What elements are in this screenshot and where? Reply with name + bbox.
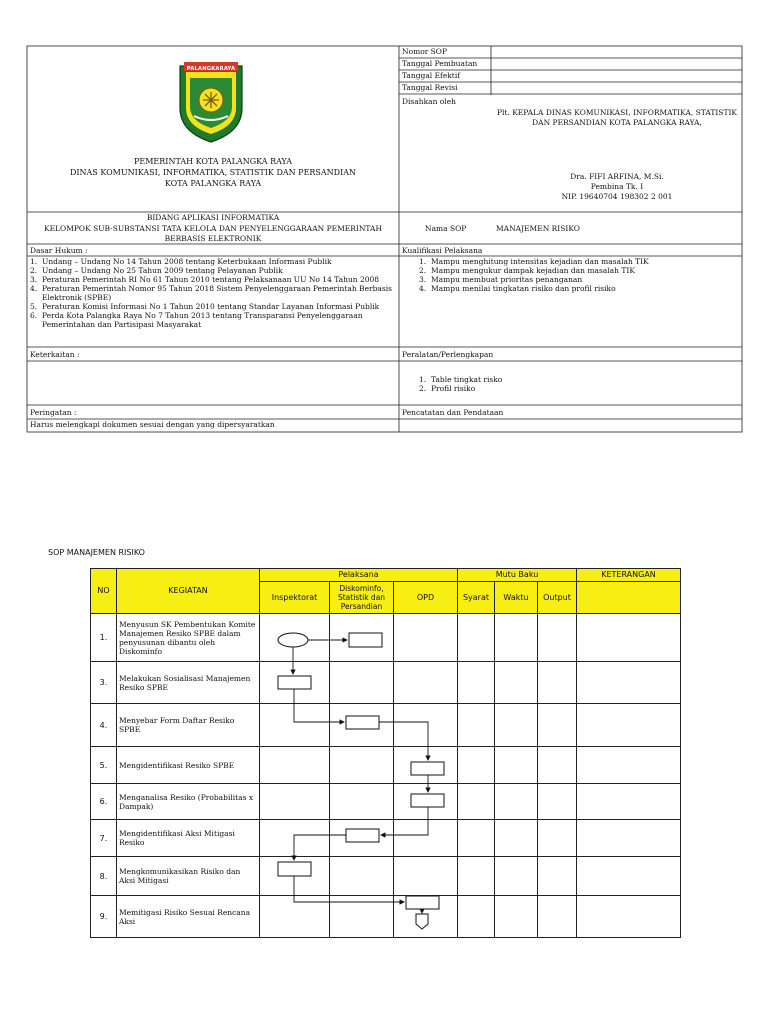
signer-name: Dra. FIFI ARFINA, M.Si. — [570, 172, 664, 181]
list-item: 4. Peraturan Pemerintah Nomor 95 Tahun 2018 Sistem Penyelenggaraan Pemerintah Berbasis Elektronik (SPBE) — [30, 284, 392, 302]
unit-line-1: BIDANG APLIKASI INFORMATIKA — [146, 213, 280, 222]
table-row — [91, 662, 681, 704]
meta-label-efektif: Tanggal Efektif — [402, 71, 461, 80]
unit-line-3: BERBASIS ELEKTRONIK — [164, 234, 262, 243]
signer-rank: Pembina Tk. I — [590, 182, 644, 191]
table-row — [91, 784, 681, 820]
approval-title-1: Plt. KEPALA DINAS KOMUNIKASI, INFORMATIKA, STATISTIK — [496, 108, 738, 117]
list-item: 2. Undang – Undang No 25 Tahun 2009 tentang Pelayanan Publik — [30, 266, 283, 275]
row-kegiatan: Menyusun SK Pembentukan Komite Manajemen Resiko SPBE dalam penyusunan dibantu oleh Diskominfo — [117, 614, 260, 662]
keterkaitan-title: Keterkaitan : — [30, 350, 80, 359]
peringatan-text: Harus melengkapi dokumen sesuai dengan yang dipersyaratkan — [30, 420, 275, 429]
list-item: 3. Mampu membuat prioritas penanganan — [419, 275, 583, 284]
row-no: 7. — [91, 820, 117, 857]
meta-label-pembuatan: Tanggal Pembuatan — [402, 59, 478, 68]
sop-name-label: Nama SOP — [425, 224, 467, 233]
table-row — [91, 857, 681, 896]
row-no: 1. — [91, 614, 117, 662]
row-no: 3. — [91, 662, 117, 704]
org-line-1: PEMERINTAH KOTA PALANGKA RAYA — [134, 157, 292, 166]
list-item: 5. Peraturan Komisi Informasi No 1 Tahun 2010 tentang Standar Layanan Informasi Publik — [30, 302, 380, 311]
row-no: 4. — [91, 704, 117, 747]
peralatan-title: Peralatan/Perlengkapan — [402, 350, 494, 359]
meta-label-revisi: Tanggal Revisi — [402, 83, 458, 92]
signer-nip: NIP. 19640704 198302 2 001 — [561, 192, 673, 201]
flow-section-title: SOP MANAJEMEN RISIKO — [48, 548, 145, 557]
peringatan-title: Peringatan : — [30, 408, 77, 417]
table-row — [91, 614, 681, 662]
unit-line-2: KELOMPOK SUB-SUBSTANSI TATA KELOLA DAN PENYELENGGARAAN PEMERINTAH — [44, 224, 382, 233]
row-no: 9. — [91, 896, 117, 938]
row-no: 6. — [91, 784, 117, 820]
row-kegiatan: Mengkomunikasikan Risiko dan Aksi Mitigasi — [117, 857, 260, 896]
header-keterangan-blank — [577, 582, 681, 614]
row-no: 8. — [91, 857, 117, 896]
approval-label: Disahkan oleh — [402, 97, 456, 106]
pencatatan-title: Pencatatan dan Pendataan — [402, 408, 504, 417]
flow-table — [90, 568, 681, 938]
row-kegiatan: Melakukan Sosialisasi Manajemen Resiko SPBE — [117, 662, 260, 704]
row-kegiatan: Memitigasi Risiko Sesuai Rencana Aksi — [117, 896, 260, 938]
row-kegiatan: Mengidentifikasi Resiko SPBE — [117, 747, 260, 784]
header-inspektorat: Inspektorat — [260, 582, 330, 614]
header-mutu-baku: Mutu Baku — [458, 569, 577, 582]
header-pelaksana: Pelaksana — [260, 569, 458, 582]
header-no: NO — [91, 569, 117, 614]
list-item: 2. Mampu mengukur dampak kejadian dan masalah TIK — [419, 266, 635, 275]
logo-text: PALANGKARAYA — [186, 66, 236, 72]
table-row — [91, 747, 681, 784]
row-kegiatan: Menyebar Form Daftar Resiko SPBE — [117, 704, 260, 747]
list-item: 1. Table tingkat risko — [419, 375, 503, 384]
header-diskominfo: Diskominfo, Statistik dan Persandian — [330, 582, 394, 614]
list-item: 3. Peraturan Pemerintah RI No 61 Tahun 2010 tentang Pelaksanaan UU No 14 Tahun 2008 — [30, 275, 380, 284]
header-kegiatan: KEGIATAN — [117, 569, 260, 614]
sop-name-value: MANAJEMEN RISIKO — [496, 224, 580, 233]
peralatan-list — [419, 375, 719, 393]
list-item: 1. Undang – Undang No 14 Tahun 2008 tentang Keterbukaan Informasi Publik — [30, 257, 332, 266]
header-opd: OPD — [394, 582, 458, 614]
row-kegiatan: Mengidentifikasi Aksi Mitigasi Resiko — [117, 820, 260, 857]
kualifikasi-list — [419, 257, 739, 293]
header-waktu: Waktu — [495, 582, 538, 614]
table-row — [91, 896, 681, 938]
table-row — [91, 820, 681, 857]
org-line-2: DINAS KOMUNIKASI, INFORMATIKA, STATISTIK DAN PERSANDIAN — [69, 168, 357, 177]
header-output: Output — [538, 582, 577, 614]
meta-label-nomor: Nomor SOP — [402, 47, 448, 56]
kualifikasi-title: Kualifikasi Pelaksana — [402, 246, 483, 255]
row-kegiatan: Menganalisa Resiko (Probabilitas x Dampak) — [117, 784, 260, 820]
list-item: 4. Mampu menilai tingkatan risiko dan profil risiko — [419, 284, 616, 293]
header-syarat: Syarat — [458, 582, 495, 614]
list-item: 2. Profil risiko — [419, 384, 476, 393]
dasar-hukum-title: Dasar Hukum : — [30, 246, 88, 255]
list-item: 1. Mampu menghitung intensitas kejadian dan masalah TIK — [419, 257, 649, 266]
org-line-3: KOTA PALANGKA RAYA — [164, 179, 262, 188]
table-row — [91, 704, 681, 747]
row-no: 5. — [91, 747, 117, 784]
header-keterangan: KETERANGAN — [577, 569, 681, 582]
list-item: 6. Perda Kota Palangka Raya No 7 Tahun 2013 tentang Transparansi Penyelenggaraan Pemerintahan dan Partisipasi Masyarakat — [30, 311, 363, 329]
dasar-hukum-list — [30, 257, 396, 329]
approval-title-2: DAN PERSANDIAN KOTA PALANGKA RAYA, — [532, 118, 702, 127]
